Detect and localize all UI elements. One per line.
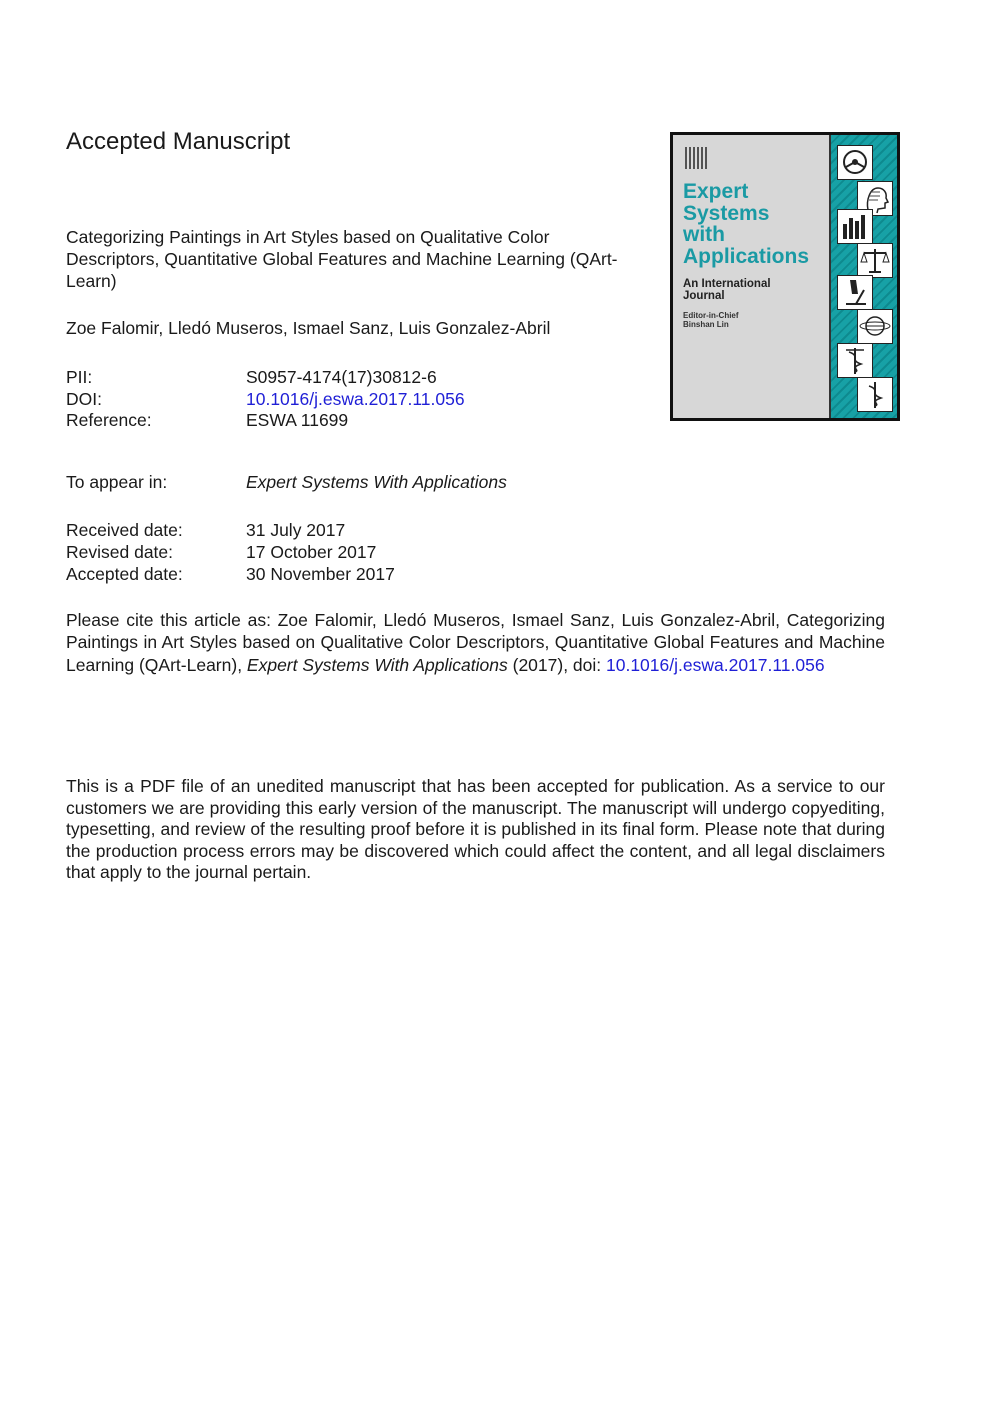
caduceus-icon <box>857 377 893 412</box>
microscope-icon <box>837 275 873 310</box>
caduceus-icon <box>837 343 873 378</box>
article-title: Categorizing Paintings in Art Styles based on Qualitative Color Descriptors, Quantitative Global Features and Machine Learning (QArt-Learn) <box>66 227 618 291</box>
accepted-date: 30 November 2017 <box>246 564 395 584</box>
qr-code-icon <box>685 147 707 169</box>
pii-label: PII: <box>66 367 93 387</box>
appear-journal: Expert Systems With Applications <box>246 472 507 492</box>
article-authors: Zoe Falomir, Lledó Museros, Ismael Sanz, Luis Gonzalez-Abril <box>66 318 551 338</box>
cover-title-line: Expert <box>683 180 749 203</box>
accepted-label: Accepted date: <box>66 564 183 584</box>
citation-doi-link[interactable]: 10.1016/j.eswa.2017.11.056 <box>606 654 825 675</box>
citation-text: Please cite this article as: Zoe Falomir, Lledó Museros, Ismael Sanz, Luis Gonzalez-Abril, Categorizing Paintings in Art Styles based on Qualitative Color Descriptors, Quantitative Global Features and Machine Learning (QArt-Learn), <box>66 610 885 675</box>
doi-label: DOI: <box>66 389 102 409</box>
cover-editor <box>683 311 739 329</box>
citation-year: (2017), doi: <box>507 654 606 675</box>
page-heading: Accepted Manuscript <box>66 128 291 155</box>
cover-subtitle <box>683 278 771 302</box>
bar-chart-icon <box>837 209 873 244</box>
journal-cover <box>670 132 900 421</box>
cover-main-panel <box>673 135 831 418</box>
scales-icon <box>857 243 893 278</box>
cover-subtitle-line: An International <box>683 278 771 290</box>
cover-title-line: Applications <box>683 244 810 268</box>
citation-journal: Expert Systems With Applications <box>246 654 508 675</box>
revised-date: 17 October 2017 <box>246 542 377 562</box>
received-label: Received date: <box>66 520 183 540</box>
cover-title-line: with <box>683 223 725 246</box>
cover-title-line: Systems <box>683 201 770 225</box>
cover-subtitle-line: Journal <box>683 290 725 302</box>
received-date: 31 July 2017 <box>246 520 346 540</box>
reference-value: ESWA 11699 <box>246 410 349 430</box>
reference-label: Reference: <box>66 410 152 430</box>
cover-editor-line: Editor-in-Chief <box>683 311 739 320</box>
cover-title <box>683 181 833 267</box>
pii-value: S0957-4174(17)30812-6 <box>246 367 437 387</box>
doi-link[interactable]: 10.1016/j.eswa.2017.11.056 <box>246 389 465 409</box>
citation-paragraph <box>66 609 885 676</box>
disclaimer-paragraph: This is a PDF file of an unedited manuscript that has been accepted for publication. As a service to our customers we are providing this early version of the manuscript. The manuscript will undergo copyediting, typesetting, and review of the resulting proof before it is published in its final form. Please note that during the production process errors may be discovered which could affect the content, and all legal disclaimers that apply to the journal pertain. <box>66 776 885 882</box>
cover-editor-line: Binshan Lin <box>683 320 729 329</box>
revised-label: Revised date: <box>66 542 174 562</box>
appear-label: To appear in: <box>66 472 168 492</box>
steering-wheel-icon <box>837 145 873 180</box>
globe-icon <box>857 309 893 344</box>
